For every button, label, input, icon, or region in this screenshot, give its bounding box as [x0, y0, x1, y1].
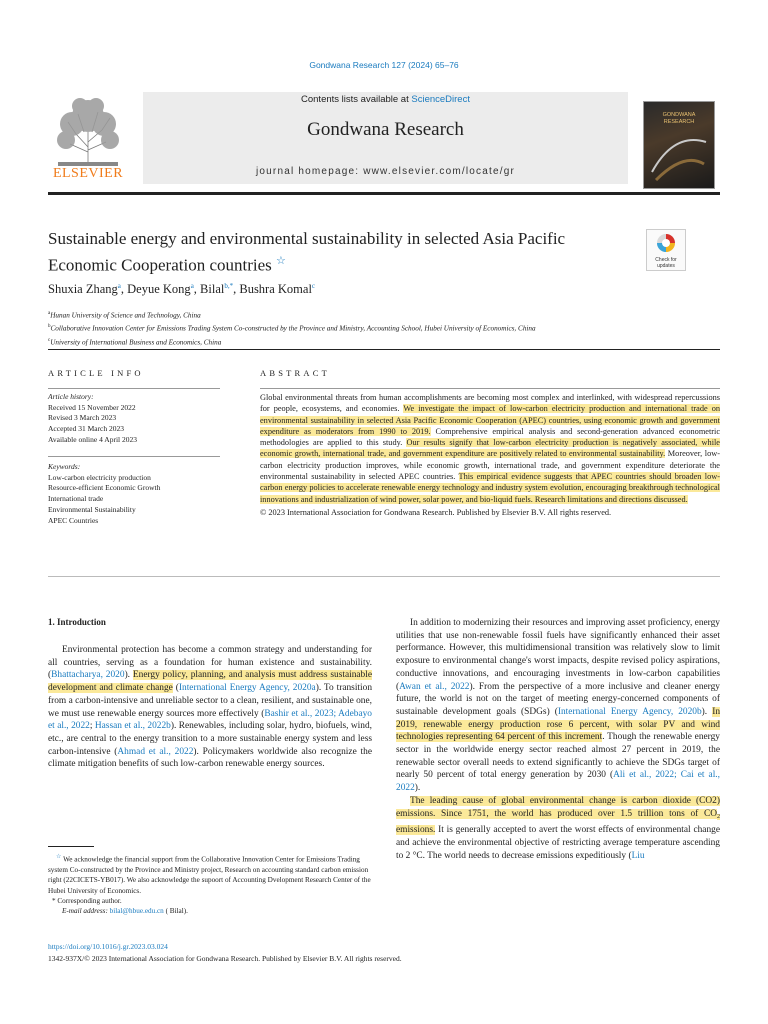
text-segment: ). [701, 706, 713, 717]
paragraph [396, 795, 720, 862]
affiliations [48, 308, 728, 348]
article-title-text: Sustainable energy and environmental sustainability in selected Asia Pacific Economic Cooperation countries [48, 229, 566, 275]
affiliation-mark: b [48, 324, 51, 330]
homepage-url-link[interactable]: www.elsevier.com/locate/gr [363, 166, 516, 177]
abstract-copyright: © 2023 International Association for Gondwana Research. Published by Elsevier B.V. All rights reserved. [260, 507, 612, 517]
article-history [48, 392, 220, 446]
right-column-body [396, 617, 720, 862]
crossmark-icon [656, 233, 676, 253]
email-footnote [48, 906, 372, 916]
abstract-heading: ABSTRACT [260, 368, 330, 378]
article-info-rule [48, 388, 220, 389]
author-name[interactable]: Shuxia Zhang [48, 282, 118, 297]
footnotes [48, 852, 372, 917]
highlighted-text: In 2019, renewable energy production rose 6 percent, with solar PV and wind technologies representing 64 percent of this increment [396, 706, 721, 743]
keyword-item: APEC Countries [48, 515, 99, 525]
affiliation-item [48, 308, 728, 321]
abstract-highlight: Our results signify that low-carbon electricity production is negatively associated, while economic growth, international trade, and government expenditure are positively related to environmental sustainability. [260, 438, 720, 459]
highlighted-text: The leading cause of global environmental change is carbon dioxide (CO2) emissions. Since 1751, the world has produced over 1.5 trillion tons of CO [396, 795, 720, 819]
funding-footnote [48, 852, 372, 896]
author-list: Shuxia Zhang$^a$, Deyue Kong$^a$, Bilal$^{b,*}$, Bushra Komal$^c$ [48, 282, 316, 297]
text-segment: It is generally accepted to avert the worst effects of environmental change and achieve the environmental objective of restricting average temperature ascending to 2 °C. The world needs to decrease emissions expeditiously ( [396, 825, 720, 861]
elsevier-wordmark: ELSEVIER [52, 166, 124, 181]
keywords-label: Keywords: [48, 462, 81, 471]
corresponding-text: Corresponding author. [57, 897, 122, 906]
affiliation-item [48, 321, 728, 334]
journal-cover-thumbnail[interactable] [643, 101, 715, 189]
keyword-item: Resource-efficient Economic Growth [48, 483, 161, 493]
abstract-bottom-rule [48, 576, 720, 577]
citation-link[interactable]: Ahmad et al., 2022 [117, 746, 194, 757]
affiliation-text: Hunan University of Science and Technology, China [50, 311, 201, 320]
email-link[interactable]: bilal@hbue.edu.cn [109, 907, 164, 916]
title-footnote-mark[interactable]: ☆ [276, 255, 286, 267]
homepage-prefix: journal homepage: [255, 166, 364, 177]
history-item: Revised 3 March 2023 [48, 413, 117, 423]
citation-link[interactable]: International Energy Agency, 2020b [557, 706, 702, 717]
crossmark-label: Check for updates [655, 257, 677, 269]
author-affiliation-mark[interactable]: a [117, 282, 121, 290]
text-segment: ). [124, 670, 133, 681]
article-title [48, 228, 628, 277]
corresponding-footnote [48, 896, 372, 906]
subscript: 2 [717, 814, 720, 821]
footnote-rule [48, 846, 94, 847]
article-info-heading: ARTICLE INFO [48, 368, 144, 378]
elsevier-logo [48, 92, 128, 182]
citation-link[interactable]: Hassan et al., 2022b [94, 721, 171, 732]
citation-link[interactable]: Bhattacharya, 2020 [51, 670, 125, 681]
contents-line [143, 94, 628, 105]
keyword-item: International trade [48, 494, 104, 504]
history-label: Article history: [48, 392, 94, 401]
highlighted-text: Energy policy, planning, and analysis must address sustainable development and climate change [48, 670, 373, 694]
check-for-updates-badge[interactable] [646, 229, 686, 271]
author-affiliation-mark[interactable]: c [311, 282, 316, 290]
text-segment: ). From the perspective of a more inclusive and cleaner energy future, the world is not on the target of meeting energy-concerned components of sustainable development goals (SDGs) ( [396, 681, 720, 717]
text-segment: In addition to modernizing their resources and improving asset proficiency, energy utilities that use non-renewable fossil fuels have significantly enhanced their asset performance. However, this multidimensional transition was relatively slow to limit exposure to environmental change's worst impacts, despite revised policy aspirations, conductive innovations, and encouraging investments in low-carbon capabilities ( [396, 618, 720, 692]
affiliation-item [48, 335, 728, 348]
affiliation-rule [48, 349, 720, 350]
email-label: E-mail address: [62, 907, 108, 916]
paragraph [48, 644, 372, 771]
text-segment: . Though the renewable energy sector in the worldwide energy sector reached almost 27 percent in 2019, the renewable sector overall needs to extend significantly to achieve the SDGs target of nearly 50 percent of total energy generation by 2030 ( [396, 732, 720, 781]
abstract-highlight: This empirical evidence suggests that APEC countries should broaden low-carbon energy policies to accelerate renewable energy technology and industry system evolution, encouraging breakthrough technological innovations and industrialization of wind power, solar power, and bio-liquid fuels. Research limitations and directions discussed. [260, 472, 721, 504]
history-item: Available online 4 April 2023 [48, 434, 138, 444]
abstract-body [260, 392, 720, 518]
author-name[interactable]: Deyue Kong [127, 282, 191, 297]
text-segment: Environmental protection has become a common strategy and understanding for all countries, serving as a foundation for human existence and sustainability. ( [48, 645, 372, 681]
funding-text: We acknowledge the financial support from the Collaborative Innovation Center for Emissions Trading system Co-constructed by the Province and Ministry project, Research on accounting standard carbon emission right (22CICETS-YB017). We also acknowledge the supoort of Accounting Dvelopment Research Center of the Hubei University of Economics. [48, 855, 371, 895]
text-segment: ). To transition from a carbon-intensive and unreliable sector to a clean, resilient, and sustainable one, we must use renewable energy sources more effectively ( [48, 683, 373, 719]
keywords-list [48, 462, 220, 526]
abstract-text-segment: Moreover, low-carbon electricity production improves, while economic growth, international trade, and government expenditure deteriorate the environmental sustainability in selected APEC countries. [260, 449, 720, 482]
text-segment: ). Renewables, including solar, hydro, biofuels, wind, etc., are central to the energy transition to a more sustainable energy system and less carbon-intensive ( [48, 721, 372, 757]
abstract-rule [260, 388, 720, 389]
abstract-highlight: We investigate the impact of low-carbon electricity production and international trade on environmental sustainability in selected Asia Pacific Economic Cooperation (APEC) countries, using economic growth and government expenditure as moderators from 1990 to 2019. [260, 404, 720, 436]
paragraph [396, 617, 720, 795]
author-name[interactable]: Bilal [200, 282, 225, 297]
citation-link[interactable]: Liu [631, 850, 645, 861]
citation-link[interactable]: International Energy Agency, 2020a [178, 683, 316, 694]
abstract-text-segment: Comprehensive empirical analysis and second-generation advanced econometric methodologies are applied to this study. [260, 426, 721, 448]
citation-link[interactable]: Ali et al., 2022; Cai et al., 2022 [396, 770, 720, 794]
author-affiliation-mark[interactable]: a [190, 282, 194, 290]
left-column-body [48, 644, 372, 771]
cover-title: GONDWANA RESEARCH [662, 112, 696, 125]
cover-art-icon [644, 102, 714, 188]
highlighted-text: emissions. [396, 825, 436, 836]
keywords-rule [48, 456, 220, 457]
email-suffix: ( Bilal). [163, 907, 188, 916]
text-segment: ). Policymakers worldwide also recognize the climate mitigation benefits of such low-carbon renewable energy sources. [48, 746, 372, 770]
citation-link[interactable]: Awan et al., 2022 [399, 681, 470, 692]
history-item: Accepted 31 March 2023 [48, 424, 125, 434]
text-segment: ; [89, 721, 95, 732]
footnote-mark: ☆ [56, 854, 62, 860]
sciencedirect-link[interactable]: ScienceDirect [411, 94, 470, 105]
author-affiliation-mark[interactable]: b,* [224, 282, 234, 290]
keyword-item: Environmental Sustainability [48, 504, 136, 514]
header-rule [48, 192, 720, 195]
journal-name: Gondwana Research [307, 119, 464, 140]
text-segment: ( [172, 683, 179, 694]
abstract-text-segment: Global environmental threats from human accomplishments are becoming most complex and interlinked, with widespread repercussions for people, ecosystems, and economies. [260, 393, 720, 414]
footnote-mark: * [52, 897, 56, 906]
doi-link[interactable]: https://doi.org/10.1016/j.gr.2023.03.024 [48, 942, 168, 951]
text-segment: ). [414, 783, 421, 794]
affiliation-text: University of International Business and Economics, China [50, 338, 222, 347]
journal-reference-link[interactable]: Gondwana Research 127 (2024) 65–76 [309, 60, 459, 70]
journal-homepage-line [143, 166, 628, 177]
affiliation-mark: c [48, 337, 51, 343]
history-item: Received 15 November 2022 [48, 402, 136, 412]
introduction-heading: 1. Introduction [48, 617, 106, 627]
citation-link[interactable]: Bashir et al., 2023; Adebayo et al., 2022 [48, 708, 372, 732]
affiliation-mark: a [48, 311, 51, 316]
issn-copyright-line: 1342-937X/© 2023 International Association for Gondwana Research. Published by Elsevier B.V. All rights reserved. [48, 954, 402, 963]
contents-prefix: Contents lists available at [301, 94, 412, 105]
keyword-item: Low-carbon electricity production [48, 472, 151, 482]
author-name[interactable]: Bushra Komal [239, 282, 312, 297]
affiliation-text: Collaborative Innovation Center for Emissions Trading System Co-constructed by the Province and Ministry, Accounting School, Hubei University of Economics, China [50, 324, 536, 333]
